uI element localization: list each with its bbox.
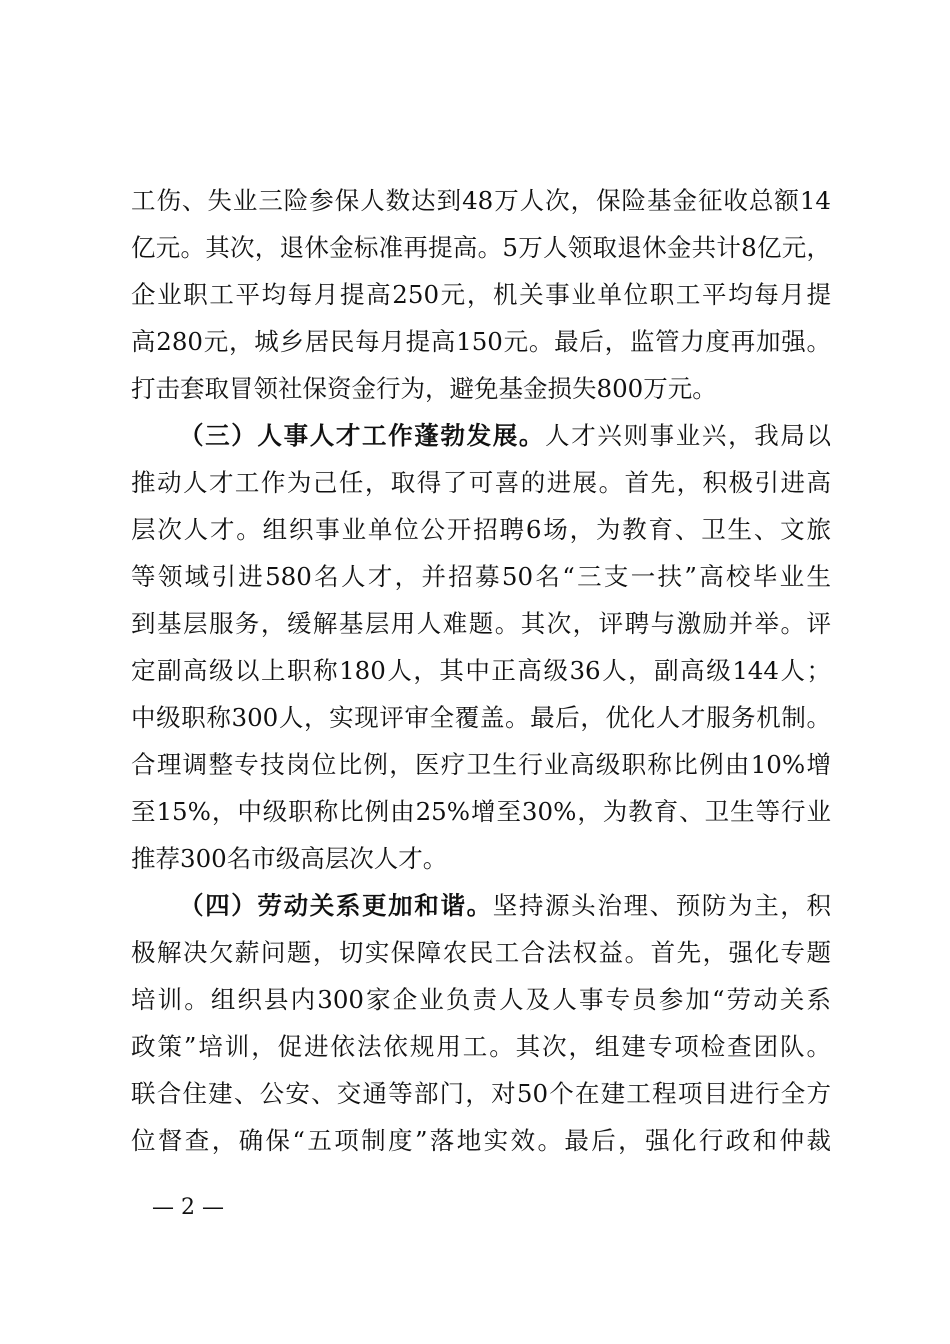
section-first-line [179,886,831,926]
text-line: 等领域引进580名人才，并招募50名“三支一扶”高校毕业生 [131,562,831,591]
section-heading-3: （三）人事人才工作蓬勃发展。 [179,421,546,450]
text-line: 到基层服务，缓解基层用人难题。其次，评聘与激励并举。评 [131,609,831,638]
text-line: 培训。组织县内300家企业负责人及人事专员参加“劳动关系 [131,985,831,1014]
text-run: 坚持源头治理、预防为主，积 [492,891,831,920]
text-line: 政策”培训，促进依法依规用工。其次，组建专项检查团队。 [131,1032,831,1061]
text-line: 推荐300名市级高层次人才。 [131,844,448,873]
text-run: 人才兴则事业兴，我局以 [545,421,832,450]
text-line: 联合住建、公安、交通等部门，对50个在建工程项目进行全方 [131,1079,831,1108]
text-line: 高280元，城乡居民每月提高150元。最后，监管力度再加强。 [131,327,831,356]
text-line: 至15%，中级职称比例由25%增至30%，为教育、卫生等行业 [131,797,831,826]
text-line: 中级职称300人，实现评审全覆盖。最后，优化人才服务机制。 [131,703,831,732]
section-first-line [179,416,831,456]
text-line: 工伤、失业三险参保人数达到48万人次，保险基金征收总额14 [131,186,831,215]
text-line: 打击套取冒领社保资金行为，避免基金损失800万元。 [131,374,717,403]
text-line: 层次人才。组织事业单位公开招聘6场，为教育、卫生、文旅 [131,515,831,544]
text-line: 合理调整专技岗位比例，医疗卫生行业高级职称比例由10%增 [131,750,831,779]
text-line: 极解决欠薪问题，切实保障农民工合法权益。首先，强化专题 [131,938,831,967]
text-line: 位督查，确保“五项制度”落地实效。最后，强化行政和仲裁 [131,1126,831,1155]
section-heading-4: （四）劳动关系更加和谐。 [179,891,493,920]
text-line: 企业职工平均每月提高250元，机关事业单位职工平均每月提 [131,280,831,309]
text-line: 推动人才工作为己任，取得了可喜的进展。首先，积极引进高 [131,468,831,497]
page-number: — 2 — [152,1195,224,1220]
text-line: 定副高级以上职称180人，其中正高级36人，副高级144人； [131,656,831,685]
text-line: 亿元。其次，退休金标准再提高。5万人领取退休金共计8亿元， [131,233,831,262]
